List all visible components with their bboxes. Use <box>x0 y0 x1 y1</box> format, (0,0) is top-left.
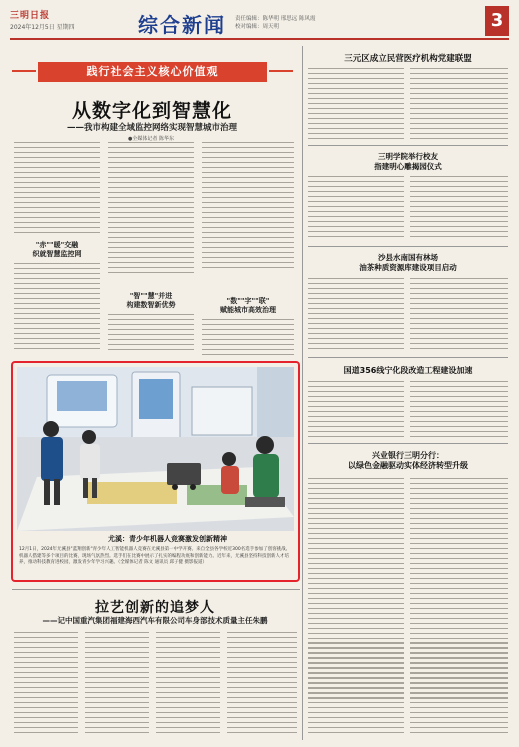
feature-headline: 拉艺创新的追梦人 <box>95 600 215 616</box>
section-title: 综合新闻 <box>138 13 226 37</box>
body-text <box>85 632 149 737</box>
photo-illustration <box>17 367 294 531</box>
section-divider <box>308 145 508 146</box>
section-divider <box>308 357 508 358</box>
issue-date: 2024年12月5日 星期四 <box>10 24 75 31</box>
section-divider <box>308 246 508 247</box>
body-text <box>410 68 508 143</box>
page-number: 3 <box>485 6 509 36</box>
body-text <box>227 632 297 737</box>
feature-subhead: ——记中国重汽集团福建海西汽车有限公司车身部技术质量主任朱鹏 <box>42 616 268 625</box>
highlighted-photo-story <box>11 361 300 582</box>
right-text-3a <box>308 278 404 354</box>
right-text-1a <box>308 68 404 143</box>
lead-headline: 从数字化到智慧化 <box>71 100 232 122</box>
section-subhead: "赤""暖"交融 织就智慧监控网 <box>32 241 82 258</box>
body-text <box>410 381 508 441</box>
body-text <box>308 278 404 353</box>
right-text-4b <box>410 381 508 441</box>
right-text-3b <box>410 278 508 354</box>
body-text <box>14 263 100 353</box>
paper-name: 三明日报 <box>10 11 51 21</box>
right-headline-3: 沙县水南国有林场 油茶种质资源库建设项目启动 <box>359 253 457 272</box>
body-text <box>108 142 194 277</box>
banner-rule-left <box>12 70 36 72</box>
feature-text-column-2 <box>85 632 149 740</box>
right-headline-4: 国道356线宁化段改造工程建设加速 <box>343 366 473 375</box>
lead-text-column-1 <box>14 142 100 357</box>
feature-text-column-4 <box>227 632 297 740</box>
lead-text-column-3 <box>202 142 294 357</box>
body-text <box>14 142 100 237</box>
photo-caption-text: 12月1日，2024年尤溪县"蓝翔创新"青少年人工智能机器人竞赛在尤溪县第一中学开赛。来自全县各学校近300名选手参加了创客挑战、机器人搭建等多个项目的比赛，现场气氛热烈。选手们在比赛中展示了扎实的编程功底和创新能力。近年来，尤溪县坚持科技创新人才培养，推动科技教育进校园，激发青少年学习兴趣。（全媒体记者 陈文 通讯员 邱子健 摄影报道） <box>19 547 291 565</box>
right-text-4a <box>308 381 404 441</box>
right-headline-1: 三元区成立民营医疗机构党建联盟 <box>344 54 472 64</box>
column-divider <box>302 46 303 740</box>
body-text <box>108 314 194 354</box>
body-text <box>308 381 404 441</box>
section-subhead: "智""慧"并进 构建数智新优势 <box>126 292 176 309</box>
body-text <box>308 478 404 737</box>
right-headline-5: 兴业银行三明分行： 以绿色金融驱动实体经济转型升级 <box>348 451 468 470</box>
section-divider <box>12 589 300 590</box>
body-text <box>202 142 294 272</box>
body-text <box>14 632 78 737</box>
body-text <box>156 632 220 737</box>
feature-text-column-1 <box>14 632 78 740</box>
body-text <box>308 176 404 241</box>
robot-competition-photo <box>17 367 294 531</box>
masthead <box>10 6 509 40</box>
body-text <box>202 319 294 357</box>
lead-subhead: ——我市构建全域监控网络实现智慧城市治理 <box>66 123 237 133</box>
section-divider <box>308 443 508 444</box>
lead-text-column-2 <box>108 142 194 357</box>
lead-byline: ●全媒体记者 陈华东 <box>128 136 174 142</box>
right-headline-2: 三明学院举行校友 指建明心雕揭园仪式 <box>374 152 442 171</box>
right-text-5a <box>308 478 404 740</box>
editors-credit: 责任编辑：陈华明 邢思远 陈风霞 校对编辑：周天明 <box>235 16 316 30</box>
feature-text-column-3 <box>156 632 220 740</box>
body-text <box>308 68 404 143</box>
right-text-2b <box>410 176 508 242</box>
body-text <box>410 278 508 353</box>
section-subhead: "数""字""联" 赋能城市高效治理 <box>220 297 276 314</box>
right-text-5b <box>410 478 508 740</box>
body-text <box>410 478 508 737</box>
column-banner: 践行社会主义核心价值观 <box>38 62 267 82</box>
right-text-1b <box>410 68 508 143</box>
body-text <box>410 176 508 241</box>
right-text-2a <box>308 176 404 242</box>
photo-caption-title: 尤溪：青少年机器人竞赛激发创新精神 <box>108 535 227 543</box>
banner-rule-right <box>269 70 293 72</box>
